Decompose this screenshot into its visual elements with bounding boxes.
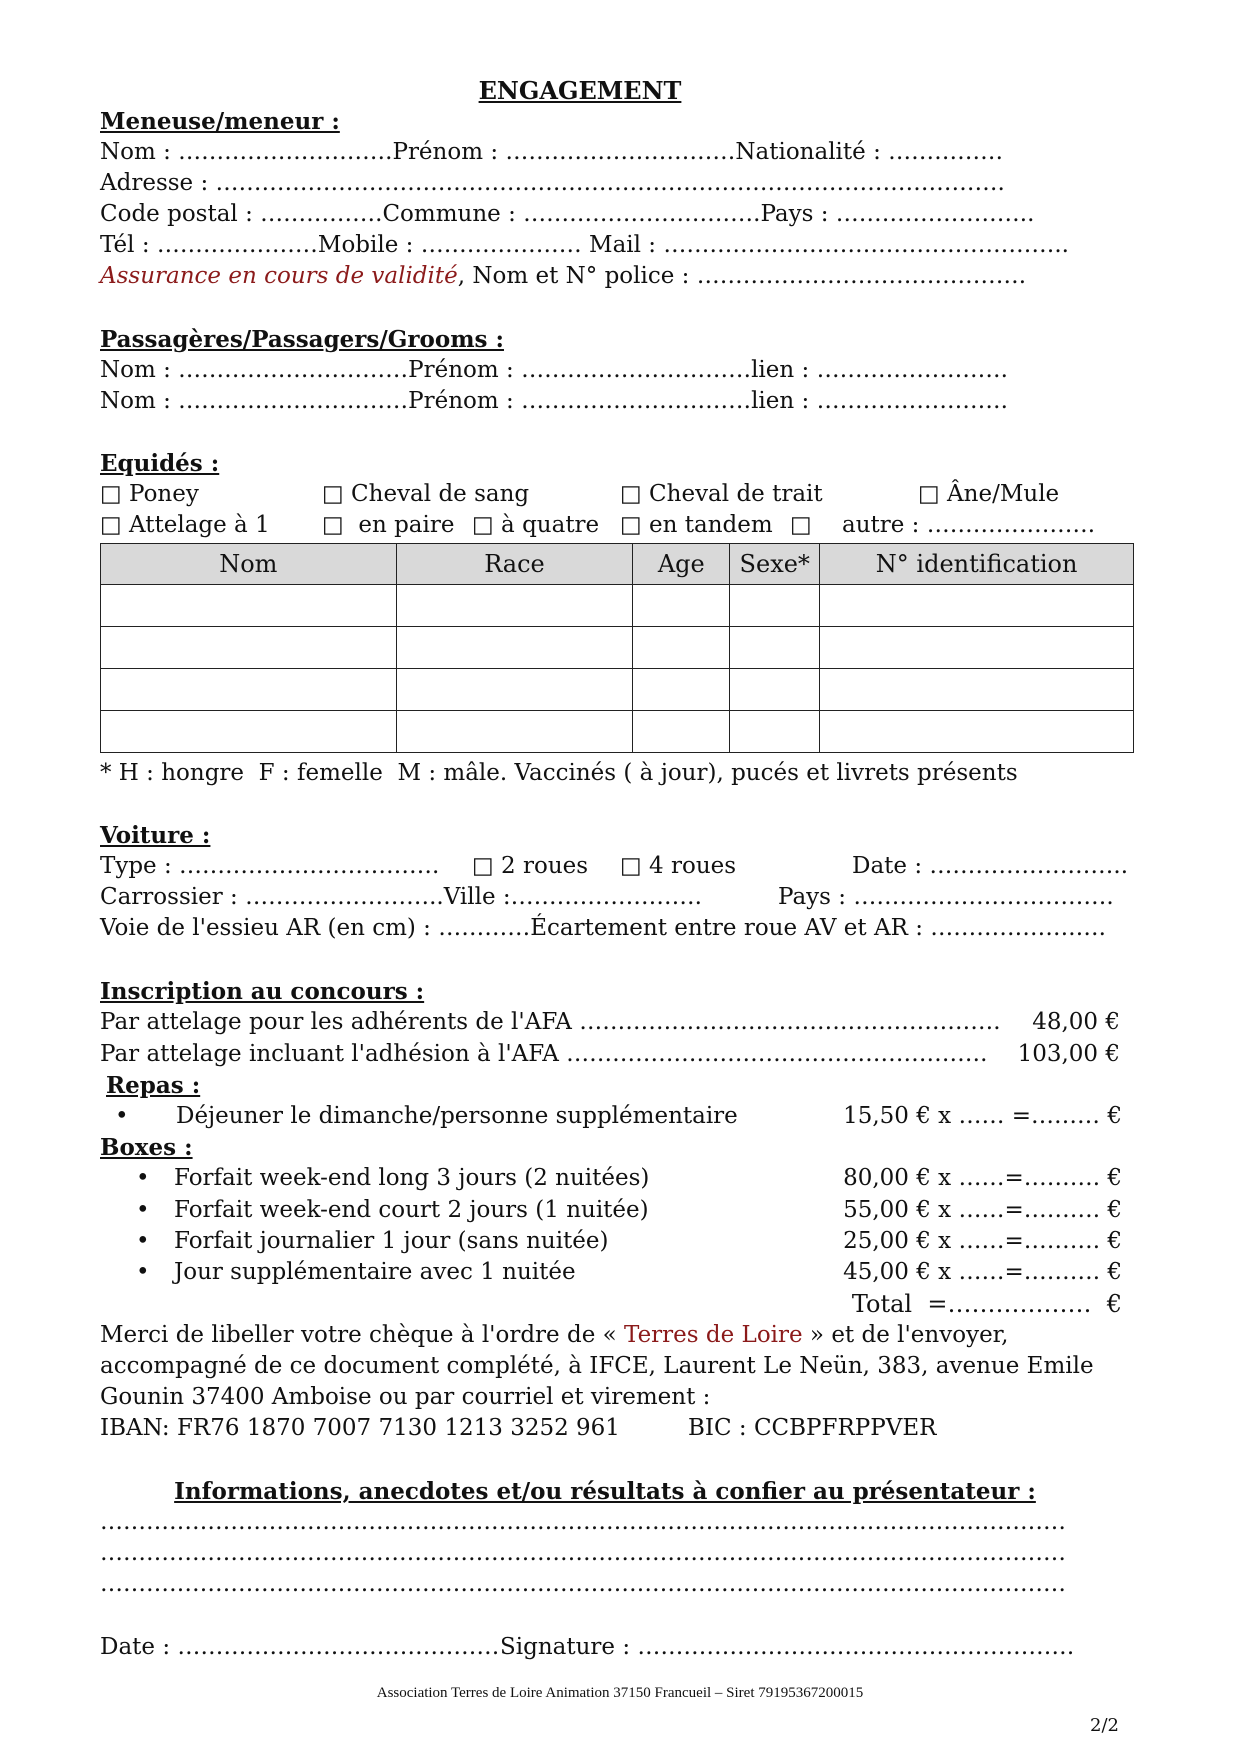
payment-text: Merci de libeller votre chèque à l'ordre de « — [100, 1322, 625, 1348]
checkbox-2-roues[interactable]: □ 2 roues — [472, 853, 589, 879]
payment-line-2: accompagné de ce document complété, à IFCE, Laurent Le Neün, 383, avenue Emile — [100, 1353, 1094, 1379]
footer: Association Terres de Loire Animation 37150 Francueil – Siret 79195367200015 — [376, 1685, 864, 1701]
box-item-label: Forfait week-end long 3 jours (2 nuitées) — [174, 1165, 650, 1191]
checkbox-4-roues[interactable]: □ 4 roues — [620, 853, 737, 879]
checkbox-a-quatre[interactable]: □ à quatre — [472, 512, 600, 538]
checkbox-en-paire[interactable]: □ en paire — [322, 512, 455, 538]
table-cell[interactable] — [396, 669, 633, 711]
section-heading-inscription: Inscription au concours : — [100, 978, 425, 1005]
checkbox-cheval-de-sang[interactable]: □ Cheval de sang — [322, 481, 530, 507]
bullet-icon: • — [136, 1197, 150, 1223]
price-adhesion: 103,00 € — [1017, 1041, 1120, 1067]
table-cell[interactable] — [101, 585, 397, 627]
table-cell[interactable] — [820, 711, 1134, 753]
payee-name: Terres de Loire — [624, 1322, 803, 1348]
inscription-adherents: Par attelage pour les adhérents de l'AFA ………………………………………………. — [100, 1009, 1001, 1035]
checkbox-poney[interactable]: □ Poney — [100, 481, 199, 507]
table-row — [101, 585, 1134, 627]
price-adherents: 48,00 € — [1032, 1009, 1120, 1035]
bullet-icon: • — [115, 1103, 129, 1129]
table-cell[interactable] — [633, 669, 730, 711]
checkbox-attelage-a-1[interactable]: □ Attelage à 1 — [100, 512, 270, 538]
info-line-1[interactable]: ……………………………………………………………………………………………………………… — [100, 1509, 1066, 1535]
repas-item: Déjeuner le dimanche/personne supplémentaire — [176, 1103, 738, 1129]
total-field[interactable]: Total =……………… € — [851, 1290, 1122, 1318]
table-cell[interactable] — [730, 711, 820, 753]
box-item-price[interactable]: 25,00 € x ……=………. € — [843, 1228, 1122, 1254]
assurance-police: , Nom et N° police : ……………………………………. — [457, 263, 1027, 289]
section-heading-boxes: Boxes : — [100, 1134, 193, 1161]
column-header-identification: N° identification — [820, 544, 1134, 585]
column-header-sexe: Sexe* — [730, 544, 820, 585]
voiture-date-field[interactable]: Date : …………………….. — [852, 853, 1128, 879]
assurance-label: Assurance en cours de validité — [100, 263, 458, 289]
table-cell[interactable] — [633, 585, 730, 627]
checkbox-en-tandem[interactable]: □ en tandem — [620, 512, 773, 538]
meneur-line-code-postal[interactable]: Code postal : …………….Commune : ………………………….Pays : …………………….. — [100, 201, 1035, 227]
passager-line-2[interactable]: Nom : …………………………Prénom : …………………………lien : ……………………. — [100, 388, 1008, 414]
box-item-price[interactable]: 55,00 € x ……=………. € — [843, 1197, 1122, 1223]
table-row — [101, 669, 1134, 711]
meneur-line-adresse[interactable]: Adresse : …………………………………………………………………………………………. — [100, 170, 1005, 196]
column-header-age: Age — [633, 544, 730, 585]
signature-field[interactable]: Signature : ………………………………………………… — [500, 1634, 1075, 1660]
box-item-label: Jour supplémentaire avec 1 nuitée — [174, 1259, 576, 1285]
table-cell[interactable] — [101, 711, 397, 753]
info-line-2[interactable]: ……………………………………………………………………………………………………………… — [100, 1540, 1066, 1566]
table-cell[interactable] — [101, 627, 397, 669]
voiture-pays-field[interactable]: Pays : ……………………………. — [778, 884, 1114, 910]
voiture-type-field[interactable]: Type : ……………………………. — [100, 853, 440, 879]
repas-price[interactable]: 15,50 € x …… =……… € — [843, 1103, 1122, 1129]
bullet-icon: • — [136, 1165, 150, 1191]
meneur-line-assurance[interactable] — [100, 261, 1140, 292]
autre-field[interactable]: autre : …………………. — [842, 512, 1096, 538]
meneur-line-tel[interactable]: Tél : …………………Mobile : ………………… Mail : …………………………………………….. — [100, 232, 1069, 258]
passager-line-1[interactable]: Nom : …………………………Prénom : …………………………lien : ……………………. — [100, 357, 1008, 383]
section-heading-equides: Equidés : — [100, 450, 220, 477]
table-cell[interactable] — [396, 627, 633, 669]
checkbox-cheval-de-trait[interactable]: □ Cheval de trait — [620, 481, 823, 507]
table-cell[interactable] — [820, 627, 1134, 669]
box-item-label: Forfait week-end court 2 jours (1 nuitée) — [174, 1197, 649, 1223]
box-item-label: Forfait journalier 1 jour (sans nuitée) — [174, 1228, 609, 1254]
table-row — [101, 711, 1134, 753]
signature-date-field[interactable]: Date : …………………………………… — [100, 1634, 500, 1660]
inscription-adhesion: Par attelage incluant l'adhésion à l'AFA ………………………………………………. — [100, 1041, 988, 1067]
checkbox-autre[interactable]: □ — [790, 512, 812, 538]
payment-line-3: Gounin 37400 Amboise ou par courriel et virement : — [100, 1384, 711, 1410]
section-heading-meneur: Meneuse/meneur : — [100, 108, 340, 135]
table-row — [101, 627, 1134, 669]
page-number: 2/2 — [1090, 1715, 1119, 1736]
page-title: ENGAGEMENT — [478, 76, 682, 105]
equides-note: * H : hongre F : femelle M : mâle. Vaccinés ( à jour), pucés et livrets présents — [100, 760, 1018, 786]
section-heading-passagers: Passagères/Passagers/Grooms : — [100, 326, 504, 353]
bullet-icon: • — [136, 1228, 150, 1254]
box-item-price[interactable]: 45,00 € x ……=………. € — [843, 1259, 1122, 1285]
table-cell[interactable] — [633, 627, 730, 669]
section-heading-informations: Informations, anecdotes et/ou résultats à confier au présentateur : — [174, 1478, 1036, 1505]
iban: IBAN: FR76 1870 7007 7130 1213 3252 961 — [100, 1415, 620, 1441]
table-cell[interactable] — [820, 669, 1134, 711]
table-cell[interactable] — [730, 627, 820, 669]
checkbox-ane-mule[interactable]: □ Âne/Mule — [918, 481, 1060, 507]
equides-table — [100, 543, 1134, 753]
bullet-icon: • — [136, 1259, 150, 1285]
column-header-race: Race — [396, 544, 633, 585]
table-cell[interactable] — [396, 711, 633, 753]
meneur-line-nom[interactable]: Nom : ……………………….Prénom : …………………………Nationalité : …………… — [100, 139, 1004, 165]
section-heading-repas: Repas : — [106, 1072, 201, 1099]
table-cell[interactable] — [730, 585, 820, 627]
info-line-3[interactable]: ……………………………………………………………………………………………………………… — [100, 1571, 1066, 1597]
section-heading-voiture: Voiture : — [100, 822, 211, 849]
table-cell[interactable] — [396, 585, 633, 627]
column-header-nom: Nom — [101, 544, 397, 585]
voiture-carrossier-field[interactable]: Carrossier : ……………………..Ville :……………………. — [100, 884, 702, 910]
table-cell[interactable] — [101, 669, 397, 711]
voiture-voie-field[interactable]: Voie de l'essieu AR (en cm) : …………Écartement entre roue AV et AR : ……………….…. — [100, 915, 1106, 941]
payment-text: » et de l'envoyer, — [802, 1322, 1009, 1348]
table-header-row — [101, 544, 1134, 585]
box-item-price[interactable]: 80,00 € x ……=………. € — [843, 1165, 1122, 1191]
table-cell[interactable] — [730, 669, 820, 711]
bic: BIC : CCBPFRPPVER — [688, 1415, 937, 1441]
table-cell[interactable] — [633, 711, 730, 753]
payment-line-1 — [100, 1320, 1140, 1351]
table-cell[interactable] — [820, 585, 1134, 627]
